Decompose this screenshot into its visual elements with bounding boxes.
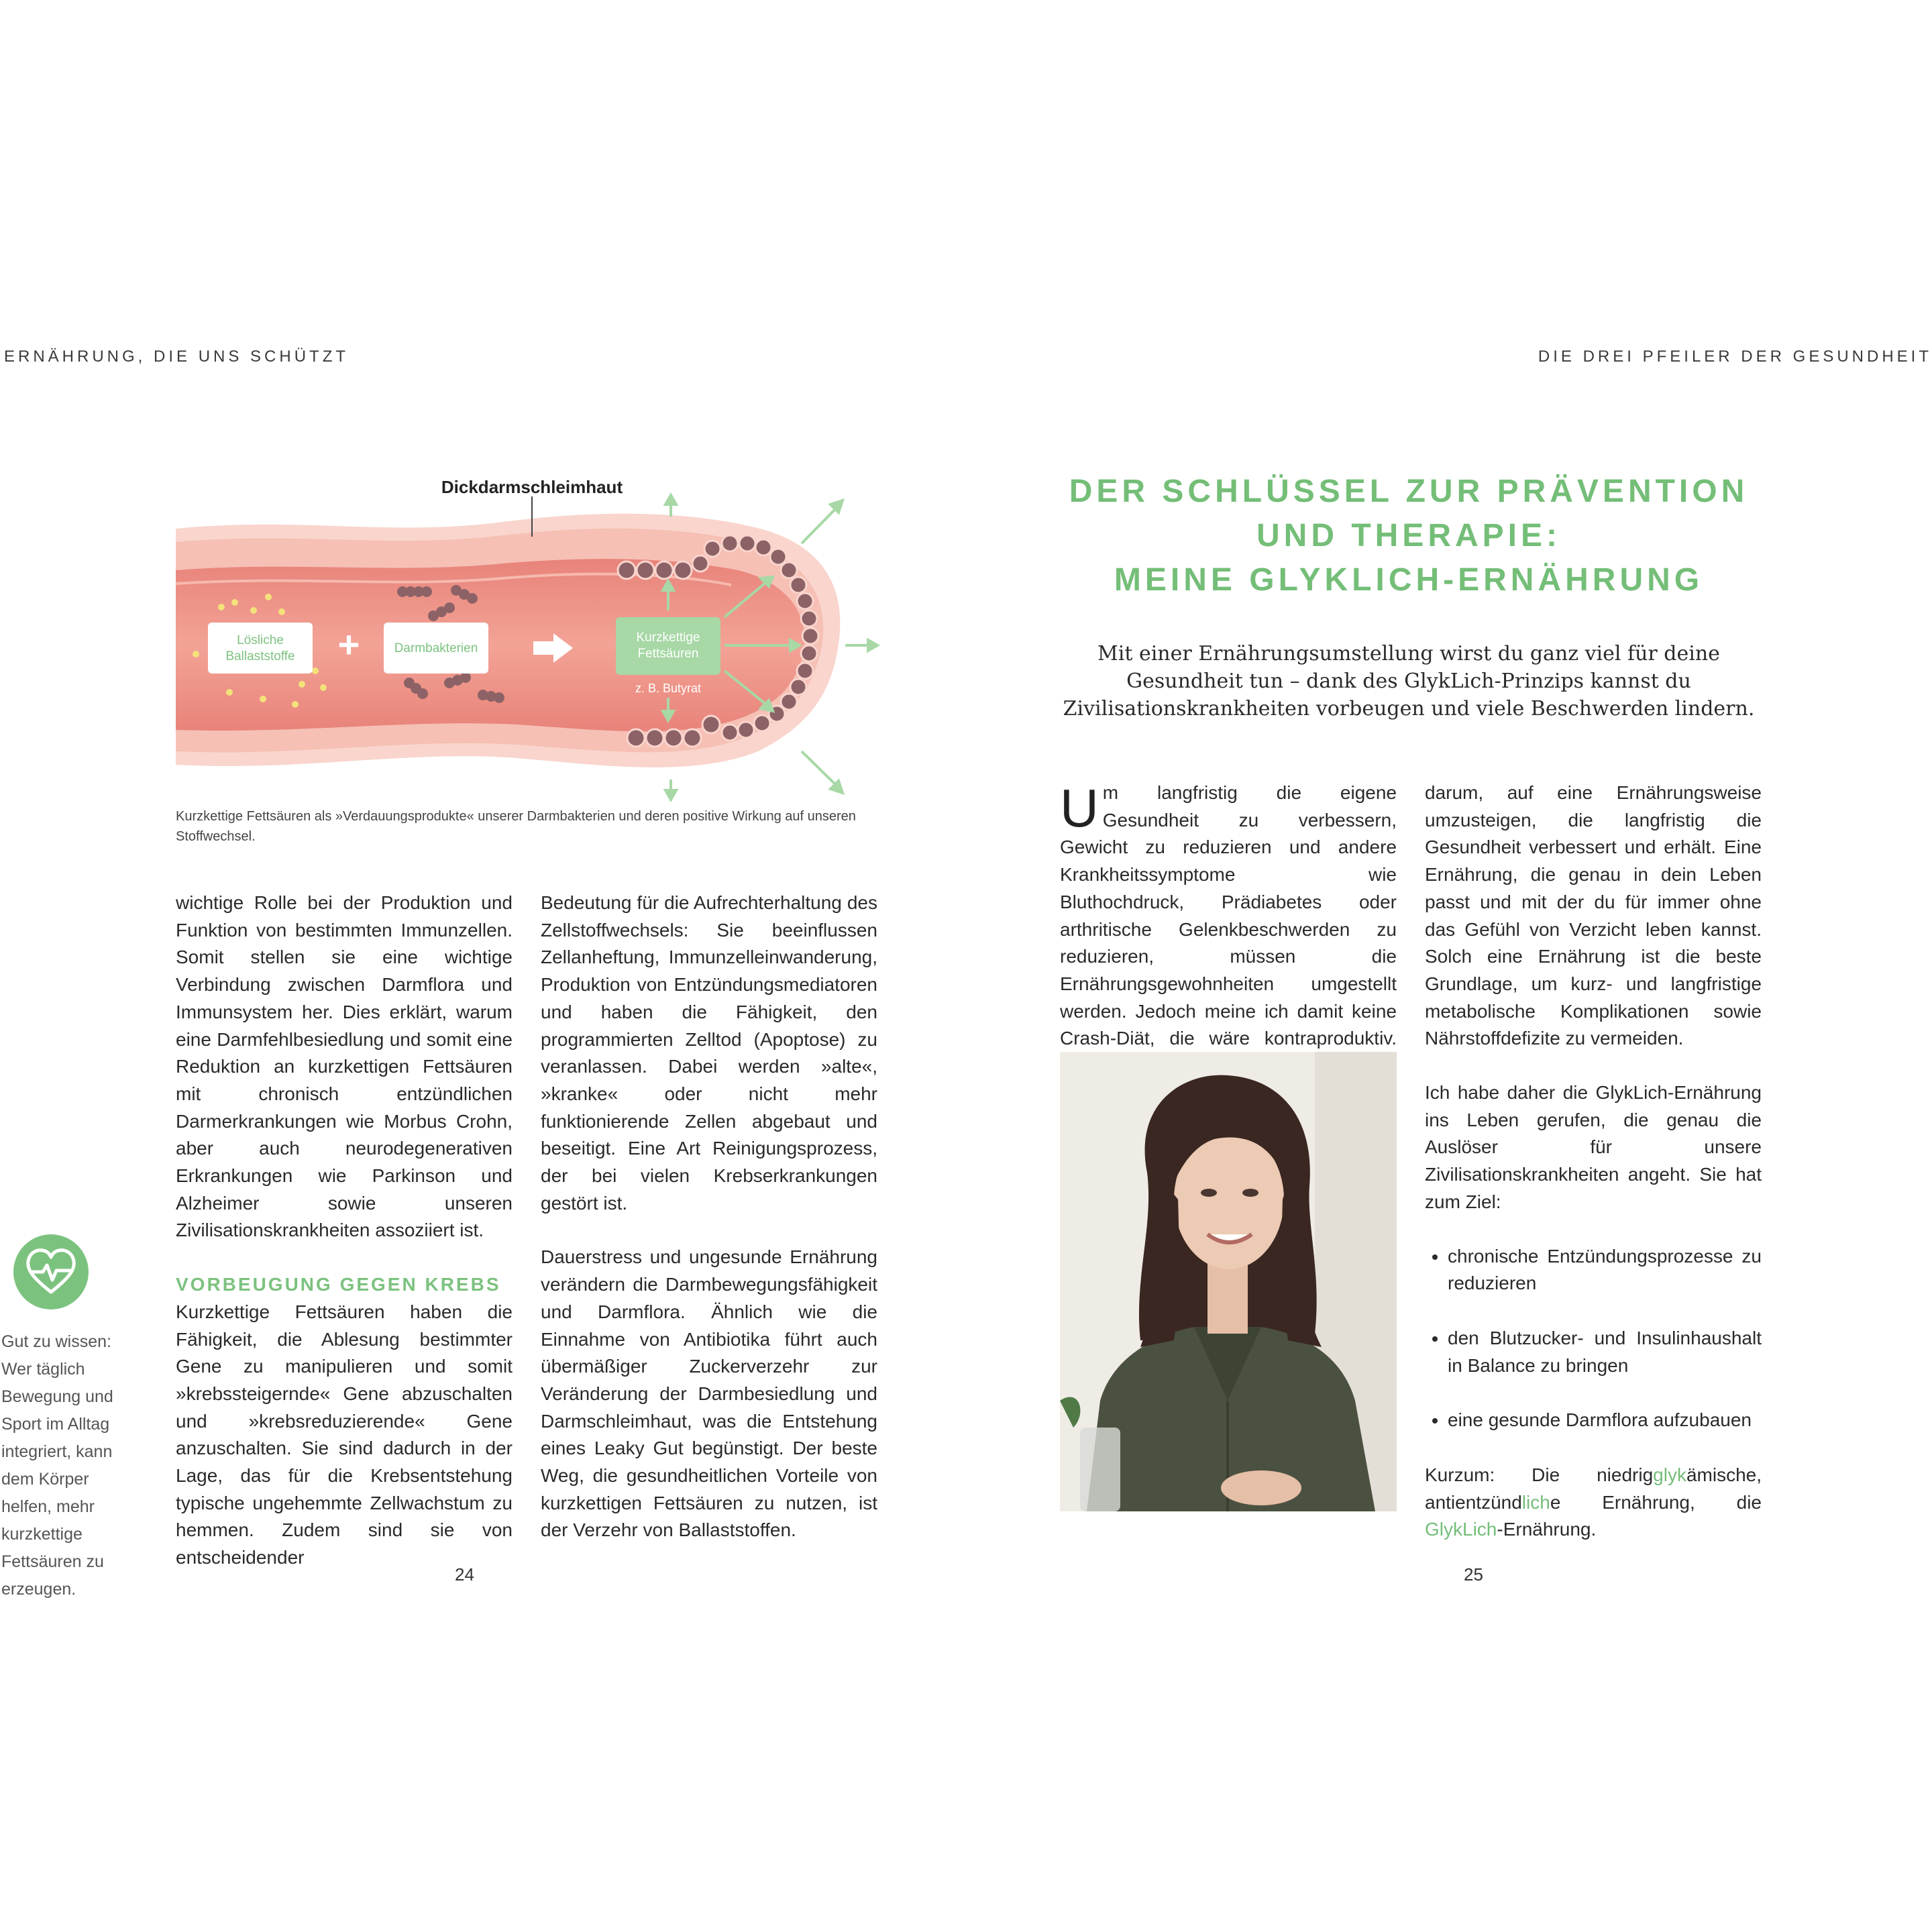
box-fiber [208,623,313,674]
lead-paragraph: Mit einer Ernährungsumstellung wirst du ganz viel für deine Gesundheit tun – dank des GlykLich-Prinzips kannst du Zivilisationskrankheiten vorbeugen und viele Beschwerden lindern. [1063,642,1755,720]
svg-text:Kurzkettige: Kurzkettige [636,631,700,645]
left-col1-paragraph-2: Kurzkettige Fettsäuren haben die Fähigkeit, die Ablesung bestimmter Gene zu manipulieren und somit »krebssteigernde« Gene abzuschalten und »krebsreduzierende« Gene anzuschalten. Sie sind dadurch in der Lage, das für die Krebsentstehung typische ungehemmte Zellwachstum zu hemmen. Zudem sind sie von entscheidender [176,1301,513,1568]
title-line-2: UND THERAPIE: [1256,518,1561,553]
right-column-2 [1425,780,1762,1544]
heart-pulse-icon [12,1233,90,1311]
left-column-2 [541,890,877,1544]
subhead-krebs: VORBEUGUNG GEGEN KREBS [176,1274,501,1295]
svg-text:Ballaststoffe: Ballaststoffe [225,649,295,663]
left-col2-paragraph-2: Dauerstress und ungesunde Ernährung verändern die Darmbewegungsfähigkeit und Darmflora. Ähnlich wie die Einnahme von Antibiotika führt auch übermäßiger Zuckerverzehr zur Veränderung der Darmbesiedlung und Darmschleimhaut, was die Entstehung eines Leaky Gut begünstigt. Der beste Weg, die gesundheitlichen Vorteile von kurzkettigen Fettsäuren zu nutzen, ist der Verzehr von Ballaststoffen. [541,1246,877,1541]
label-dickdarmschleimhaut: Dickdarmschleimhaut [441,477,623,497]
running-head-left: ERNÄHRUNG, DIE UNS SCHÜTZT [4,347,350,366]
chapter-title [1046,470,1771,602]
portrait-illustration [1060,1052,1397,1511]
page-number-left: 24 [455,1564,474,1585]
page-number-right: 25 [1464,1564,1483,1585]
running-head-right: DIE DREI PFEILER DER GESUNDHEIT [1538,347,1932,366]
left-col2-paragraph-1: Bedeutung für die Aufrechterhaltung des Zellstoffwechsels: Sie beeinflussen Zellanheftung, Immunzelleinwanderung, Produktion von Entzündungsmediatoren und haben die Fähigkeit, den programmierten Zelltod (Apoptose) zu veranlassen. Dabei werden »alte«, »kranke« oder nicht mehr funktionierende Zellen abgebaut und beseitigt. Eine Art Reinigungsprozess, der bei vielen Krebserkrankungen gestört ist. [541,892,877,1214]
box-bacteria-label: Darmbakterien [394,641,478,655]
sidenote-gut-zu-wissen: Gut zu wissen: Wer täglich Bewegung und Sport im Alltag integriert, kann dem Körper helfen, mehr kurzkettige Fettsäuren zu erzeugen. [1,1332,113,1599]
left-column-1 [176,890,513,1572]
right-col2-paragraph-2: Ich habe daher die GlykLich-Ernährung ins Leben gerufen, die genau die Auslöser für unsere Zivilisationskrankheiten angeht. Sie hat zum Ziel: [1425,1082,1762,1212]
svg-text:Fettsäuren: Fettsäuren [637,647,699,661]
box-fiber-label: Lösliche [237,633,284,647]
gut-diagram [168,470,892,805]
list-item: • chronische Entzündungsprozesse zu reduzieren [1448,1243,1762,1297]
box-fatty-acids [616,617,720,675]
right-col1-paragraph-1: m langfristig die eigene Gesundheit zu verbessern, Gewicht zu reduzieren und andere Krankheitssymptome wie Bluthochdruck, Prädiabetes oder arthritische Gelenkbeschwerden zu reduzieren, müssen die Ernährungsgewohnheiten umgestellt werden. Jedoch meine ich damit keine Crash-Diät, die wäre kontraproduktiv. [1060,782,1397,1049]
right-column-1 [1060,780,1397,1080]
left-col1-paragraph-1: wichtige Rolle bei der Produktion und Funktion von bestimmten Immunzellen. Somit stellen sie eine wichtige Verbindung zwischen Darmflora und Immunsystem her. Dies erklärt, warum eine Darmfehlbesiedlung und somit eine Reduktion an kurzkettigen Fettsäuren mit chronisch entzündlichen Darmerkrankungen wie Morbus Crohn, aber auch neurodegenerativen Erkrankungen wie Parkinson und Alzheimer sowie unseren Zivilisationskrankheiten assoziiert ist. [176,892,513,1241]
summary-paragraph: Kurzum: Die niedrigglykämische, antientzündliche Ernährung, die GlykLich-Ernährung. [1425,1464,1762,1540]
drop-cap: U [1060,778,1099,838]
right-col2-paragraph-1: darum, auf eine Ernährungsweise umzusteigen, die langfristig die Gesundheit verbessert und erhält. Eine Ernährung, die genau in dein Leben passt und mit der du für immer ohne das Gefühl von Verzicht leben kannst. Solch eine Ernährung ist die beste Grundlage, um kurz- und langfristige metabolische Komplikationen sowie Nährstoffdefizite zu vermeiden. [1425,782,1762,1049]
title-line-3: MEINE GLYKLICH-ERNÄHRUNG [1114,562,1704,598]
goals-list [1425,1243,1762,1435]
butyrate-label: z. B. Butyrat [635,682,702,695]
list-item: • eine gesunde Darmflora aufzubauen [1448,1407,1762,1434]
title-line-1: DER SCHLÜSSEL ZUR PRÄVENTION [1069,474,1749,509]
diagram-caption: Kurzkettige Fettsäuren als »Verdauungsprodukte« unserer Darmbakterien und deren positive Wirkung auf unseren Stoffwechsel. [176,809,856,844]
author-portrait [1060,1052,1397,1511]
plus-icon: + [337,623,360,665]
list-item: • den Blutzucker- und Insulinhaushalt in Balance zu bringen [1448,1325,1762,1379]
